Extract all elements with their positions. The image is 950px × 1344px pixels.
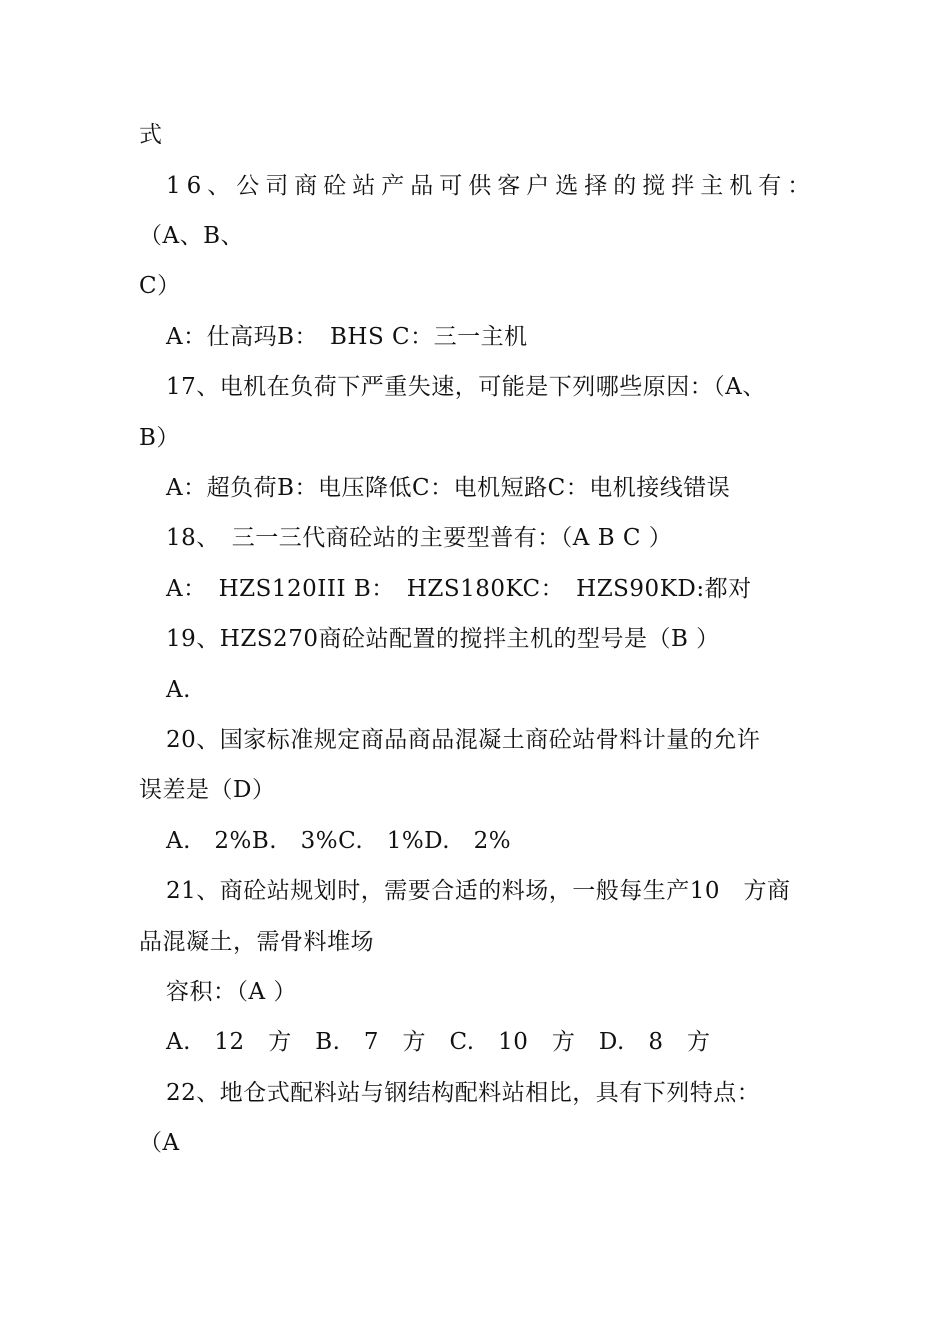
question-16-answer-part-2: C）: [139, 273, 181, 299]
question-21-options: A. 12 方 B. 7 方 C. 10 方 D. 8 方: [166, 1029, 711, 1055]
question-17-options: A：超负荷B：电压降低C：电机短路C：电机接线错误: [166, 475, 731, 501]
question-22-answer: （A: [139, 1130, 180, 1156]
question-20-options: A. 2%B. 3%C. 1%D. 2%: [166, 828, 512, 854]
question-20-continued: 误差是（D）: [139, 777, 276, 803]
question-21: 21、商砼站规划时，需要合适的料场，一般每生产10 方商: [166, 878, 791, 904]
question-21-answer: 容积：（A ）: [166, 979, 297, 1005]
question-16-answer-part-1: （A、B、: [139, 223, 245, 249]
question-18-options: A： HZS120III B： HZS180KC： HZS90KD:都对: [166, 576, 752, 602]
question-19: 19、HZS270商砼站配置的搅拌主机的型号是（B ）: [166, 626, 720, 652]
question-21-continued: 品混凝土，需骨料堆场: [139, 929, 374, 955]
question-20: 20、国家标准规定商品商品混凝土商砼站骨料计量的允许: [166, 727, 761, 753]
question-19-options: A.: [166, 677, 191, 703]
question-16-options: A：仕高玛B： BHS C：三一主机: [166, 324, 528, 350]
question-17-answer: B）: [139, 425, 180, 451]
text-line-1: 式: [139, 122, 163, 148]
question-17: 17、电机在负荷下严重失速，可能是下列哪些原因：（A、: [166, 374, 766, 400]
question-18: 18、 三一三代商砼站的主要型普有：（A B C ）: [166, 525, 673, 551]
question-16: 16、公司商砼站产品可供客户选择的搅拌主机有：: [166, 173, 817, 199]
question-22: 22、地仓式配料站与钢结构配料站相比，具有下列特点：: [166, 1080, 761, 1106]
